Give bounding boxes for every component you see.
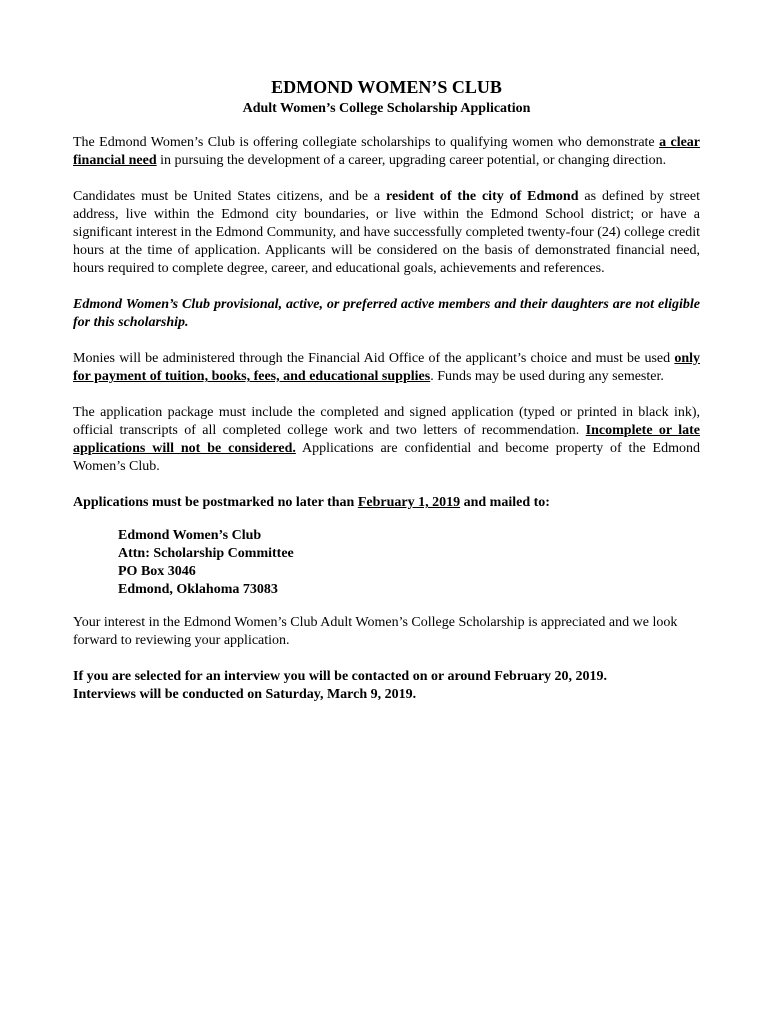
eligibility-paragraph <box>73 188 700 278</box>
monies-paragraph <box>73 350 700 386</box>
intro-text-a: The Edmond Women’s Club is offering collegiate scholarships to qualifying women who demonstrate <box>73 135 660 150</box>
package-text-b: Applications are confidential and become property of the Edmond Women’s Club. <box>73 441 700 474</box>
monies-text-a: Monies will be administered through the Financial Aid Office of the applicant’s choice and must be used <box>73 351 675 366</box>
intro-emphasis: a clear financial need <box>73 135 701 168</box>
closing-paragraph: Your interest in the Edmond Women’s Club Adult Women’s College Scholarship is appreciated and we look forward to reviewing your application. <box>73 615 678 648</box>
address-line-3: PO Box 3046 <box>118 564 196 579</box>
address-line-2: Attn: Scholarship Committee <box>118 546 294 561</box>
deadline-text-a: Applications must be postmarked no later than <box>73 495 358 510</box>
document-title: EDMOND WOMEN’S CLUB <box>271 77 502 97</box>
address-line-1: Edmond Women’s Club <box>118 528 262 543</box>
package-text-a: The application package must include the completed and signed application (typed or printed in black ink), official transcripts of all completed college work and two letters of recommendation. <box>73 405 700 438</box>
address-line-4: Edmond, Oklahoma 73083 <box>118 582 278 597</box>
monies-text-b: . Funds may be used during any semester. <box>430 369 664 384</box>
deadline-date: February 1, 2019 <box>357 495 461 510</box>
deadline-paragraph <box>73 494 700 512</box>
interview-notice <box>73 668 700 704</box>
document-subtitle: Adult Women’s College Scholarship Application <box>242 101 531 116</box>
monies-emphasis: only for payment of tuition, books, fees, and educational supplies <box>73 351 700 384</box>
interview-line-2: Interviews will be conducted on Saturday, March 9, 2019. <box>73 687 417 702</box>
deadline-text-b: and mailed to: <box>460 495 550 510</box>
intro-text-b: in pursuing the development of a career, upgrading career potential, or changing direction. <box>156 153 667 168</box>
intro-paragraph <box>73 134 700 170</box>
document-page <box>73 76 700 704</box>
package-emphasis: Incomplete or late applications will not be considered. <box>73 423 700 456</box>
interview-line-1: If you are selected for an interview you will be contacted on or around February 20, 2019. <box>73 669 608 684</box>
mailing-address <box>73 527 700 599</box>
eligibility-text-a: Candidates must be United States citizens, and be a <box>73 189 387 204</box>
exclusion-paragraph: Edmond Women’s Club provisional, active, or preferred active members and their daughters are not eligible for this scholarship. <box>73 297 700 330</box>
package-paragraph <box>73 404 700 476</box>
eligibility-emphasis: resident of the city of Edmond <box>386 189 579 204</box>
eligibility-text-b: as defined by street address, live within the Edmond city boundaries, or live within the Edmond School district; or have a significant interest in the Edmond Community, and have successfully completed twenty-four (24) college credit hours at the time of application. Applicants will be considered on the basis of demonstrated financial need, hours required to complete degree, career, and educational goals, achievements and references. <box>73 189 700 276</box>
